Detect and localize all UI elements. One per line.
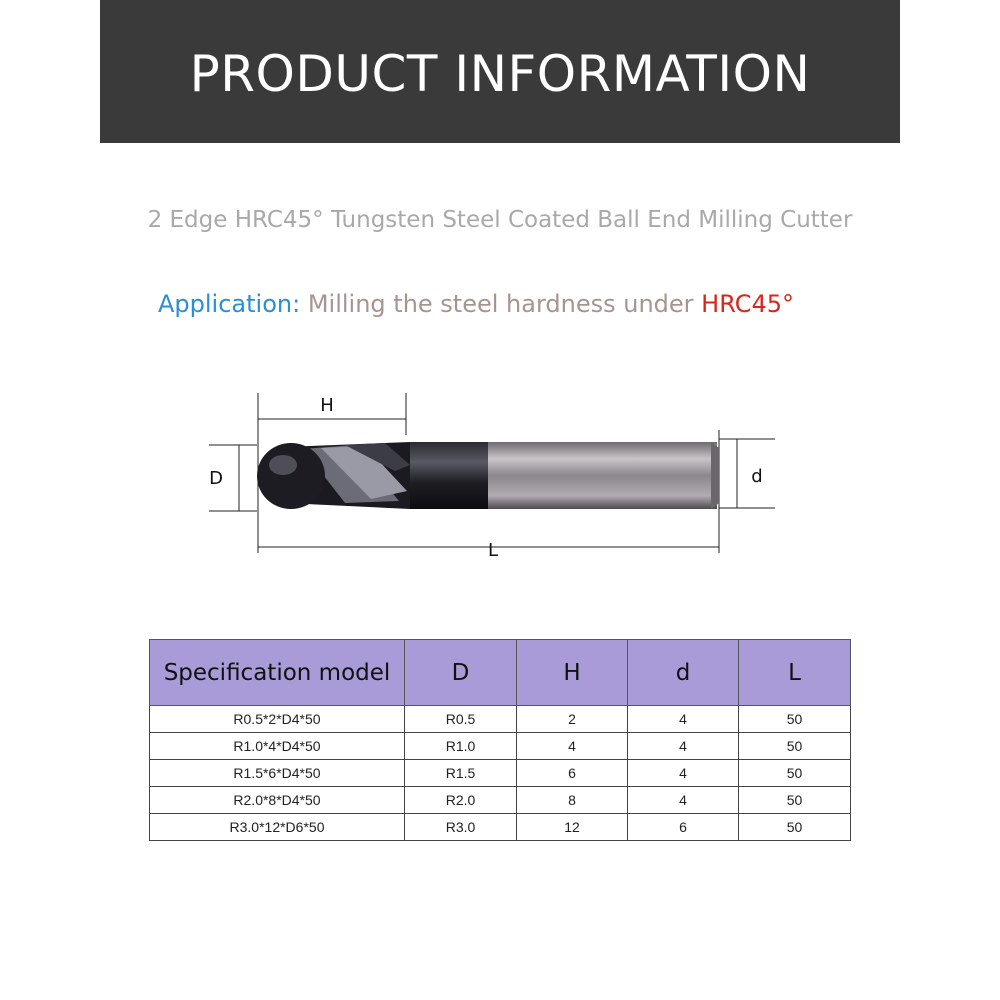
cell-H: 4 bbox=[517, 733, 628, 760]
table-row bbox=[150, 706, 851, 733]
cell-L: 50 bbox=[739, 787, 851, 814]
table-row bbox=[150, 787, 851, 814]
table-row bbox=[150, 733, 851, 760]
label-H: H bbox=[320, 395, 334, 416]
cell-model: R1.5*6*D4*50 bbox=[150, 760, 405, 787]
cell-L: 50 bbox=[739, 706, 851, 733]
application-hardness: HRC45° bbox=[701, 290, 794, 318]
cell-d: 4 bbox=[628, 787, 739, 814]
end-mill-drawing bbox=[195, 375, 795, 575]
application-label: Application bbox=[158, 290, 293, 318]
header-H: H bbox=[517, 640, 628, 706]
product-title: 2 Edge HRC45° Tungsten Steel Coated Ball End Milling Cutter bbox=[147, 207, 853, 233]
application-text: Milling the steel hardness under bbox=[300, 290, 702, 318]
shank-chamfer bbox=[711, 442, 719, 509]
application-colon: : bbox=[292, 290, 301, 318]
cell-H: 6 bbox=[517, 760, 628, 787]
cell-model: R3.0*12*D6*50 bbox=[150, 814, 405, 841]
header-D: D bbox=[405, 640, 517, 706]
cell-L: 50 bbox=[739, 760, 851, 787]
shank bbox=[485, 442, 717, 509]
neck bbox=[410, 442, 488, 509]
ball-end-highlight bbox=[269, 455, 297, 475]
cell-d: 4 bbox=[628, 706, 739, 733]
cell-d: 4 bbox=[628, 733, 739, 760]
header-L: L bbox=[739, 640, 851, 706]
header-specification-model: Specification model bbox=[150, 640, 405, 706]
table-row bbox=[150, 760, 851, 787]
cell-model: R2.0*8*D4*50 bbox=[150, 787, 405, 814]
cell-D: R2.0 bbox=[405, 787, 517, 814]
cell-H: 12 bbox=[517, 814, 628, 841]
label-d: d bbox=[751, 466, 763, 487]
header-d: d bbox=[628, 640, 739, 706]
ball-end bbox=[257, 443, 325, 509]
table-row bbox=[150, 814, 851, 841]
table-header-row bbox=[150, 640, 851, 706]
cell-d: 4 bbox=[628, 760, 739, 787]
specification-table bbox=[149, 639, 851, 841]
cell-L: 50 bbox=[739, 733, 851, 760]
cell-D: R0.5 bbox=[405, 706, 517, 733]
cell-L: 50 bbox=[739, 814, 851, 841]
cell-model: R0.5*2*D4*50 bbox=[150, 706, 405, 733]
label-D: D bbox=[209, 468, 223, 489]
banner-title: PRODUCT INFORMATION bbox=[189, 44, 811, 103]
header-banner bbox=[100, 0, 900, 143]
cell-H: 8 bbox=[517, 787, 628, 814]
application-line bbox=[158, 290, 794, 318]
cell-D: R1.0 bbox=[405, 733, 517, 760]
cell-model: R1.0*4*D4*50 bbox=[150, 733, 405, 760]
cell-H: 2 bbox=[517, 706, 628, 733]
cell-d: 6 bbox=[628, 814, 739, 841]
cell-D: R3.0 bbox=[405, 814, 517, 841]
label-L: L bbox=[487, 540, 499, 561]
cell-D: R1.5 bbox=[405, 760, 517, 787]
